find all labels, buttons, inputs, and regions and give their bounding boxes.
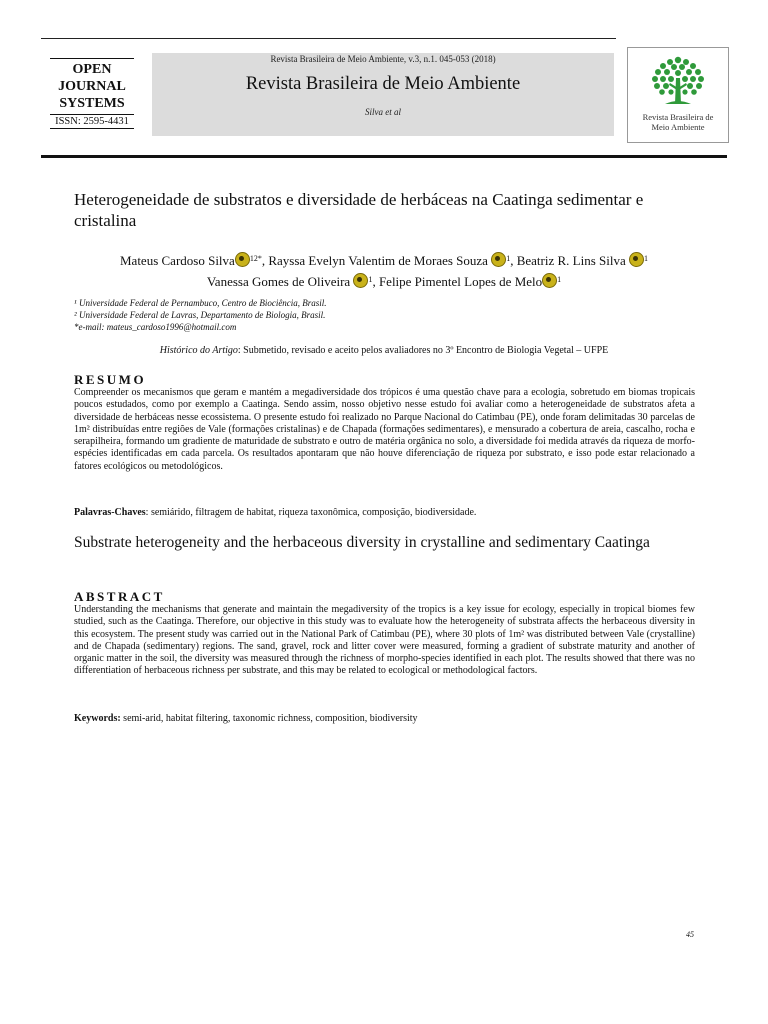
abstract-text: Understanding the mechanisms that generate and maintain the megadiversity of the tropics is a key issue for ecology, especially in tropical biomes few studied, such as the Caatinga. Therefore, our objective in this study was to evaluate how the heterogeneity of substrata affects the herbaceous diversity in this ecosystem. The present study was carried out in the National Park of Catimbau (PE), where 30 plots of 1m² was distributed between Vale (crystalline) and de Chapada (sedimentary) regions. The sand, gravel, rock and litter cover were measured, forming a gradient of substrate maturity and another of organic matter in the soil, the diversity was measured through the richness of morpho-species identified in each plot. The results showed that there was no differentiation of herbaceous richness per substrate, and this may be related to ecological or methodological factors. [74, 604, 695, 677]
journal-title: Revista Brasileira de Meio Ambiente [245, 74, 521, 94]
orcid-icon[interactable] [353, 273, 368, 288]
article-history [74, 345, 694, 356]
article-title-pt: Heterogeneidade de substratos e diversidade de herbáceas na Caatinga sedimentar e cristalina [74, 190, 644, 230]
resumo-heading: RESUMO [74, 372, 147, 387]
citation: Revista Brasileira de Meio Ambiente, v.3, n.1. 045-053 (2018) [270, 54, 496, 64]
ojs-line-1: OPEN [50, 58, 134, 78]
affiliation-2: ² Universidade Federal de Lavras, Departamento de Biologia, Brasil. [74, 310, 326, 320]
resumo-text: Compreender os mecanismos que geram e mantém a megadiversidade dos trópicos é uma questão chave para a ecologia, sobretudo em biomas tropicais poucos estudados, como por exemplo a Caatinga. Sendo assim, nosso objetivo nesse estudo foi avaliar como a heterogeneidade de substratos afeta a diversidade de herbáceas nesse ecossistema. O presente estudo foi realizado no Parque Nacional do Catimbau (PE), onde foram delimitadas 30 parcelas de 1m² distribuídas entre regiões de Vale (formações cristalinas) e de Chapada (formações sedimentares), e mensurado a cobertura de areia, cascalho, rocha e serapilheira, formando um gradiente de maturidade de substrato e outro de matéria orgânica no solo, a diversidade foi medida através da riqueza de morfo-espécies identificadas em cada parcela. Os resultados apontaram que não houve diferenciação de riqueza por substrato, e isso pode estar relacionado a fatores ecológicos ou metodológicos. [74, 387, 695, 472]
orcid-icon[interactable] [235, 252, 250, 267]
tree-logo-icon [643, 52, 713, 112]
running-authors: Silva et al [365, 107, 401, 117]
issn: ISSN: 2595-4431 [50, 114, 134, 129]
keywords-pt-values: : semiárido, filtragem de habitat, riqueza taxonômica, composição, biodiversidade. [145, 507, 477, 518]
author-sup: 1 [644, 254, 648, 263]
history-text: : Submetido, revisado e aceito pelos avaliadores no 3º Encontro de Biologia Vegetal – UFPE [237, 345, 609, 356]
keywords-en-label: Keywords: [74, 713, 121, 724]
author-name: Beatriz R. Lins Silva [516, 253, 629, 268]
ojs-line-2: JOURNAL [58, 79, 126, 94]
orcid-icon[interactable] [542, 273, 557, 288]
author-sup: 1 [557, 275, 562, 284]
ojs-line-3: SYSTEMS [59, 96, 125, 111]
ojs-badge [50, 58, 134, 129]
author-email[interactable]: *e-mail: mateus_cardoso1996@hotmail.com [74, 322, 237, 332]
page-number: 45 [686, 930, 694, 939]
history-label: Histórico do Artigo [159, 345, 238, 356]
affiliations [74, 297, 327, 333]
author-sup: 12* [249, 254, 262, 263]
logo-text-1: Revista Brasileira de [642, 112, 714, 122]
journal-header-box [152, 53, 614, 136]
author-name: Rayssa Evelyn Valentim de Moraes Souza [268, 253, 492, 268]
logo-text-2: Meio Ambiente [651, 122, 705, 132]
header-divider [41, 155, 727, 158]
keywords-en-values: semi-arid, habitat filtering, taxonomic richness, composition, biodiversity [120, 713, 418, 724]
author-list: Mateus Cardoso Silva $^{12*}$, Rayssa Evelyn Valentim de Moraes Souza $^1$, Beatriz R. Lins Silva $^1$ Vanessa Gomes de Oliveira $^1$, Felipe Pimentel Lopes de Melo $^1$ [119, 253, 648, 289]
author-sup: 1 [368, 275, 373, 284]
author-name: Felipe Pimentel Lopes de Melo [378, 274, 543, 289]
orcid-icon[interactable] [629, 252, 644, 267]
affiliation-1: ¹ Universidade Federal de Pernambuco, Centro de Biociência, Brasil. [74, 298, 327, 308]
orcid-icon[interactable] [491, 252, 506, 267]
abstract-heading: ABSTRACT [74, 589, 165, 604]
top-rule [41, 38, 616, 39]
keywords-pt [74, 507, 476, 518]
keywords-pt-label: Palavras-Chaves [74, 507, 146, 518]
keywords-en [74, 713, 418, 724]
author-name: Vanessa Gomes de Oliveira [206, 274, 354, 289]
article-title-en: Substrate heterogeneity and the herbaceous diversity in crystalline and sedimentary Caatinga [74, 534, 650, 551]
author-name: Mateus Cardoso Silva [119, 253, 235, 268]
journal-logo [627, 47, 729, 143]
author-sup: 1 [506, 254, 511, 263]
